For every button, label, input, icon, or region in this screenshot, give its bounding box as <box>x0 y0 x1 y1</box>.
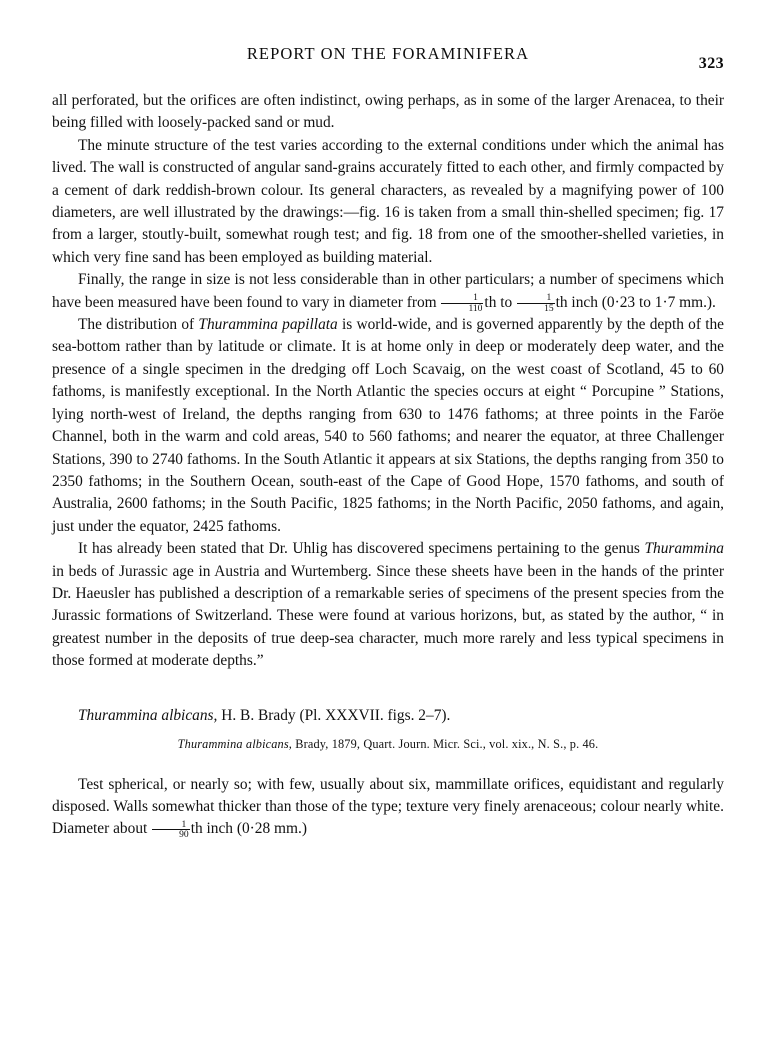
paragraph-4 <box>52 314 724 538</box>
species-description-paragraph <box>52 774 724 841</box>
paragraph-4-text-a: The distribution of <box>78 316 199 334</box>
paragraph-5-text-b: in beds of Jurassic age in Austria and Wurtemberg. Since these sheets have been in the hands of the printer Dr. Haeusler has published a description of a remarkable series of specimens of the present species from the Jurassic formations of Switzerland. These were found at various horizons, but, as stated by the author, “ in greatest number in the deposits of true deep-sea character, much more rarely and less typical specimens in those formed at moderate depths.” <box>52 562 724 670</box>
species-heading <box>52 707 724 725</box>
species-name-inline: Thurammina papillata <box>198 316 338 334</box>
paragraph-3 <box>52 269 724 314</box>
species-heading-rest: H. B. Brady (Pl. XXXVII. figs. 2–7). <box>217 706 451 724</box>
genus-name-inline: Thurammina <box>644 540 724 558</box>
paragraph-2: The minute structure of the test varies according to the external conditions under which the animal has lived. The wall is constructed of angular sand-grains accurately fitted to each other, and firmly compacted by a cement of dark reddish-brown colour. Its general characters, as revealed by a magnifying power of 100 diameters, are well illustrated by the drawings:—fig. 16 is taken from a small thin-shelled specimen; fig. 17 from a larger, stoutly-built, somewhat rough test; and fig. 18 from one of the smoother-shelled varieties, in which very fine sand has been employed as building material. <box>52 136 724 266</box>
paragraph-3-text-a: Finally, the range in size is not less considerable than in other particulars; a number of specimens which have been measured have been found to vary in diameter from <box>52 271 724 311</box>
species-section <box>52 707 724 841</box>
species-description-text-a: Test spherical, or nearly so; with few, usually about six, mammillate orifices, equidistant and regularly disposed. Walls somewhat thicker than those of the type; texture very finely arenaceous; colour nearly white. Diameter about <box>52 775 724 838</box>
species-heading-name: Thurammina albicans, <box>78 706 218 724</box>
running-title: REPORT ON THE FORAMINIFERA <box>246 44 530 63</box>
page-header <box>52 44 724 74</box>
fraction-one-fifteenth: $\frac{1}{15}$ <box>517 293 555 313</box>
species-reference-name: Thurammina albicans, <box>177 736 293 751</box>
species-description <box>52 774 724 841</box>
body-text <box>52 90 724 673</box>
paragraph-5 <box>52 538 724 672</box>
paragraph-3-text-after: th inch (0·23 to 1·7 mm.). <box>555 293 716 311</box>
paragraph-5-text-a: It has already been stated that Dr. Uhlig has discovered specimens pertaining to the genus <box>78 540 645 558</box>
fraction-one-hundred-tenth: $\frac{1}{110}$ <box>441 293 483 313</box>
species-reference-rest: Brady, 1879, Quart. Journ. Micr. Sci., vol. xix., N. S., p. 46. <box>292 736 599 751</box>
paragraph-4-text-b: is world-wide, and is governed apparently by the depth of the sea-bottom rather than by latitude or climate. It is at home only in deep or moderately deep water, and the presence of a single specimen in the dredging off Loch Scavaig, on the west coast of Scotland, 45 to 60 fathoms, is manifestly exceptional. In the North Atlantic the species occurs at eight “ Porcupine ” Stations, lying north-west of Ireland, the depths ranging from 630 to 1476 fathoms; at three points in the Faröe Channel, both in the warm and cold areas, 540 to 560 fathoms; and nearer the equator, at three Challenger Stations, 390 to 2740 fathoms. In the South Atlantic it appears at six Stations, the depths ranging from 350 to 2350 fathoms; in the Southern Ocean, south-east of the Cape of Good Hope, 1570 fathoms, and south of Australia, 2600 fathoms; in the South Pacific, 1825 fathoms; in the North Pacific, 2050 fathoms, and again, just under the equator, 2425 fathoms. <box>52 316 724 535</box>
paragraph-3-text-mid: th to <box>484 293 517 311</box>
species-description-text-b: th inch (0·28 mm.) <box>190 820 307 838</box>
page-number: 323 <box>698 55 724 72</box>
paragraph-1: all perforated, but the orifices are often indistinct, owing perhaps, as in some of the larger Arenacea, to their being filled with loosely-packed sand or mud. <box>52 92 724 132</box>
fraction-one-ninetieth: $\frac{1}{90}$ <box>152 820 190 840</box>
species-reference <box>52 737 724 752</box>
